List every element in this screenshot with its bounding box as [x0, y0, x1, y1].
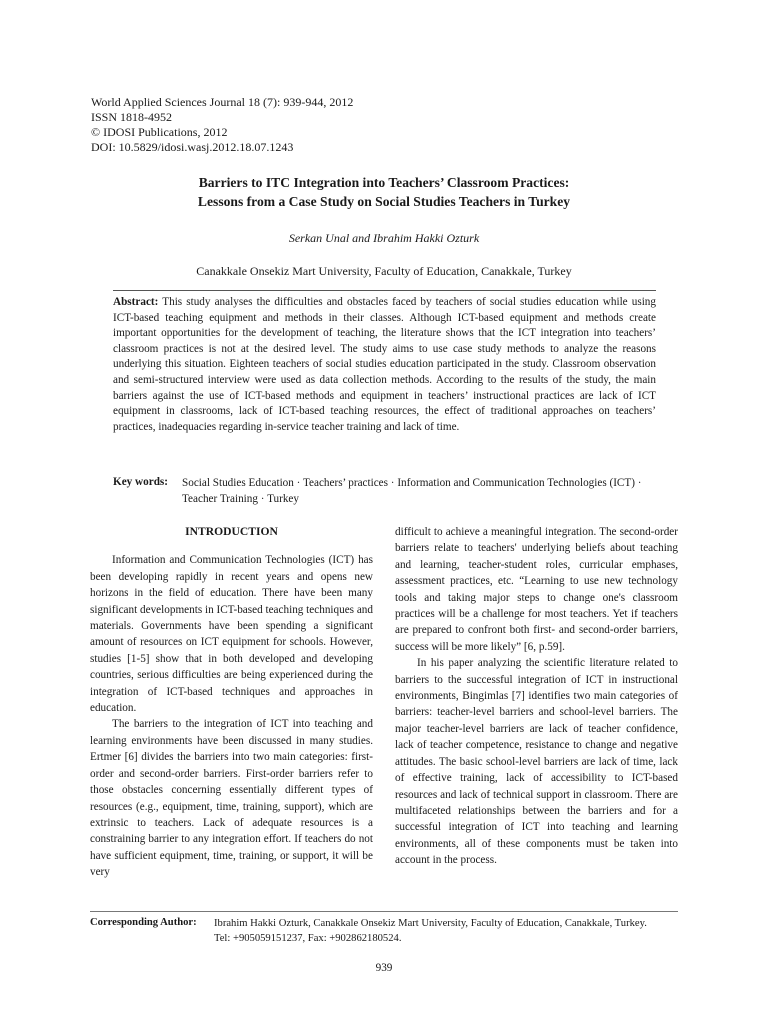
- intro-paragraph-2: The barriers to the integration of ICT into teaching and learning environments have been discussed in many studies. Ertmer [6] divides the barriers into two main categories: first-order and second-order barriers. First-order barriers refer to those obstacles concerning essentially different types of resources (e.g., equipment, time, training, support), which are extrinsic to teachers. Lack of adequate resources is a constraining barrier to any integration effort. If teachers do not have sufficient equipment, time, training, or support, it will be very: [90, 718, 373, 879]
- corresponding-author-label: Corresponding Author:: [90, 917, 197, 928]
- keywords-label: Key words:: [113, 476, 168, 488]
- page-number: 939: [375, 962, 393, 974]
- intro-paragraph-3: difficult to achieve a meaningful integration. The second-order barriers relate to teachers' underlying beliefs about teaching and learning, teacher-student roles, curricular emphases, assessment practices, etc. “Learning to use new technology tools and taking major steps to change one's classroom practices will be a challenge for most teachers. Yet if teachers are prepared to confront both first- and second-order barriers, success will be more likely” [6, p.59].: [395, 526, 678, 653]
- journal-citation: World Applied Sciences Journal 18 (7): 939-944, 2012: [91, 95, 354, 109]
- paper-title-line2: Lessons from a Case Study on Social Studies Teachers in Turkey: [197, 194, 571, 209]
- footer-rule: [90, 911, 678, 912]
- paper-affiliation: Canakkale Onsekiz Mart University, Faculty of Education, Canakkale, Turkey: [196, 264, 572, 278]
- intro-paragraph-1: Information and Communication Technologies (ICT) has been developing rapidly in recent years and opens new horizons in the field of education. There have been many significant developments in ICT-based teaching techniques and materials. Governments have been spending a significant amount of resources on ICT equipment for schools. However, studies [1-5] show that in both developed and developing countries, serious difficulties are being experienced during the integration of ICT-based techniques and approaches in education.: [90, 554, 373, 715]
- journal-doi: DOI: 10.5829/idosi.wasj.2012.18.07.1243: [91, 140, 294, 154]
- abstract-block: [113, 295, 656, 435]
- abstract-top-rule: [113, 290, 656, 291]
- intro-paragraph-4: In his paper analyzing the scientific literature related to barriers to the successful integration of ICT in instructional environments, Bingimlas [7] identifies two main categories of barriers: teacher-level barriers and school-level barriers. The major teacher-level barriers are lack of teacher confidence, lack of teacher competence, resistance to change and negative attitudes. The basic school-level barriers are lack of time, lack of effective training, lack of accessibility to ICT-based resources and lack of technical support in classroom. There are multifaceted relationships between the barriers and for a successful integration of ICT into teaching and learning environments, all of these components must be taken into account in the process.: [395, 657, 678, 867]
- abstract-text: This study analyses the difficulties and obstacles faced by teachers of social studies education while using ICT-based teaching equipment and methods in their classes. Although ICT-based equipment and methods create important opportunities for the development of teaching, the literature shows that the ICT integration into teachers’ classroom practices is not at the desired level. The study aims to use case study methods to analyze the reasons underlying this situation. Eighteen teachers of social studies education participated in the study. Classroom observation and semi-structured interview were used as data collection methods. According to the results of the study, the main barriers against the use of ICT-based methods and equipment in teachers’ instructional practices are lack of ICT equipment in classrooms, lack of ICT-based teaching resources, the effect of traditional approaches on teachers’ practices, inadequacies regarding in-service teacher training and lack of time.: [113, 296, 656, 433]
- paper-title-line1: Barriers to ITC Integration into Teachers’ Classroom Practices:: [198, 175, 570, 190]
- journal-copyright: © IDOSI Publications, 2012: [91, 125, 228, 139]
- keywords-text: Social Studies Education · Teachers’ practices · Information and Communication Technologies (ICT) · Teacher Training · Turkey: [182, 477, 642, 505]
- abstract-label: Abstract:: [113, 296, 159, 308]
- right-column: [395, 524, 678, 869]
- introduction-heading: INTRODUCTION: [185, 525, 278, 538]
- left-column: [90, 524, 373, 881]
- paper-authors: Serkan Unal and Ibrahim Hakki Ozturk: [288, 231, 480, 245]
- corresponding-author-line2: Tel: +905059151237, Fax: +902862180524.: [214, 933, 402, 944]
- journal-issn: ISSN 1818-4952: [91, 110, 173, 124]
- corresponding-author-line1: Ibrahim Hakki Ozturk, Canakkale Onsekiz Mart University, Faculty of Education, Canakkale, Turkey.: [214, 918, 647, 929]
